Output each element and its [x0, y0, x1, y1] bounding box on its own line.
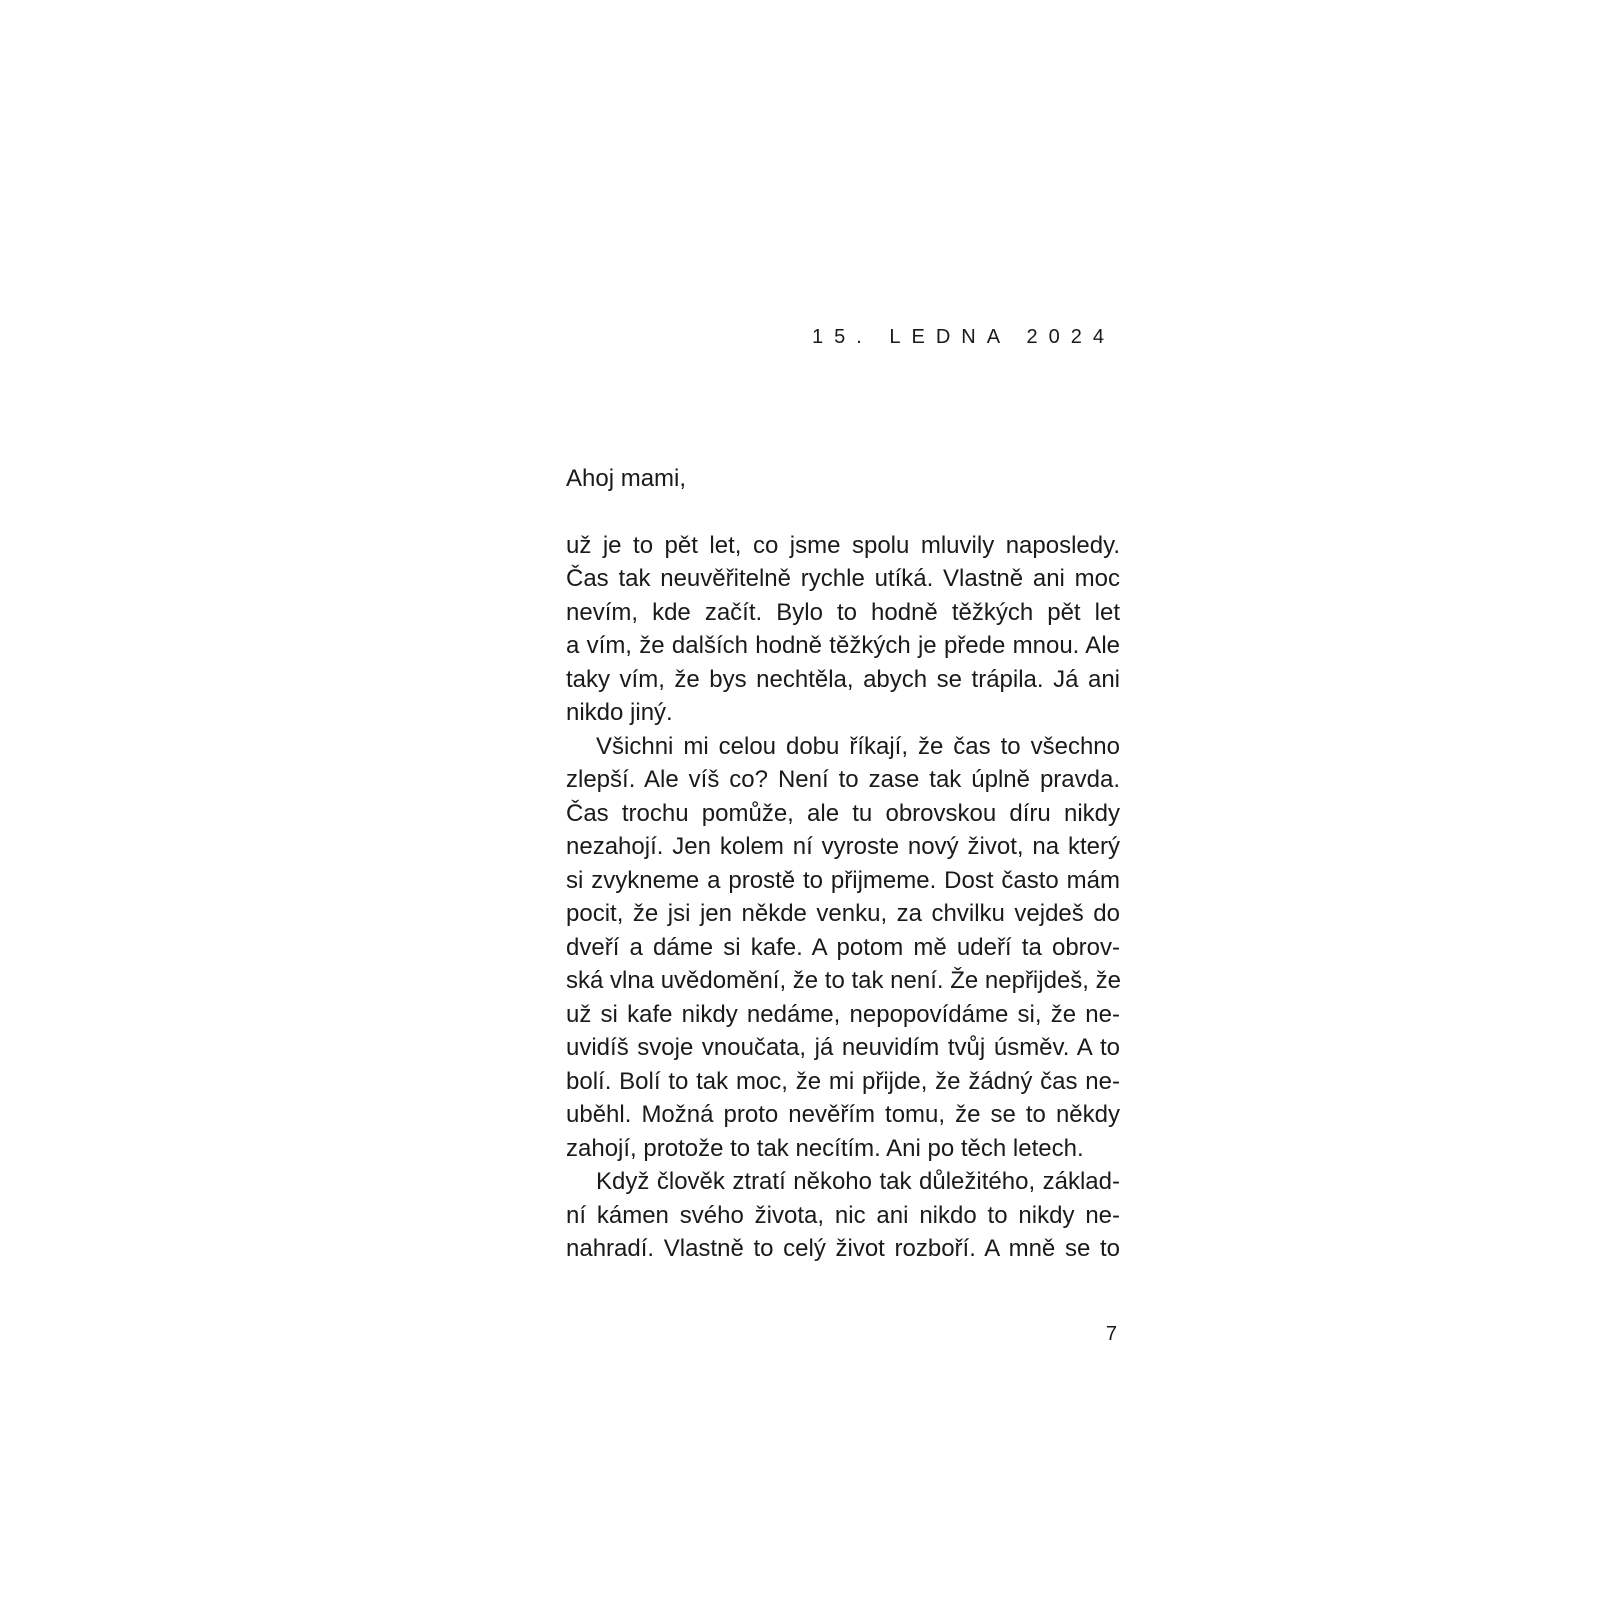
- text-line: ní kámen svého života, nic ani nikdo to nikdy ne-: [566, 1201, 1120, 1229]
- text-line: uběhl. Možná proto nevěřím tomu, že se to někdy: [566, 1101, 1120, 1128]
- letter-body: [566, 462, 1120, 1266]
- paragraph-3: [566, 1165, 1120, 1266]
- text-line: zlepší. Ale víš co? Není to zase tak úplně pravda.: [566, 766, 1120, 793]
- text-line: uvidíš svoje vnoučata, já neuvidím tvůj úsměv. A to: [566, 1034, 1120, 1061]
- text-line: Když člověk ztratí někoho tak důležitého, základ-: [596, 1168, 1120, 1195]
- text-line: už si kafe nikdy nedáme, nepopovídáme si, že ne-: [566, 1000, 1120, 1028]
- paragraph-1: [566, 529, 1120, 730]
- text-line: nezahojí. Jen kolem ní vyroste nový život, na který: [566, 833, 1120, 860]
- text-line: nikdo jiný.: [566, 699, 673, 726]
- text-line: dveří a dáme si kafe. A potom mě udeří ta obrov-: [566, 933, 1120, 961]
- text-line: nahradí. Vlastně to celý život rozboří. A mně se to: [566, 1235, 1120, 1262]
- text-line: Všichni mi celou dobu říkají, že čas to všechno: [596, 732, 1120, 760]
- text-line: už je to pět let, co jsme spolu mluvily naposledy.: [566, 531, 1120, 559]
- letter-greeting: Ahoj mami,: [566, 465, 687, 492]
- text-line: Čas trochu pomůže, ale tu obrovskou díru nikdy: [566, 799, 1120, 827]
- text-line: a vím, že dalších hodně těžkých je přede mnou. Ale: [566, 632, 1120, 659]
- text-line: bolí. Bolí to tak moc, že mi přijde, že žádný čas ne-: [566, 1067, 1120, 1095]
- text-line: pocit, že jsi jen někde venku, za chvilku vejdeš do: [566, 900, 1120, 927]
- text-line: Čas tak neuvěřitelně rychle utíká. Vlastně ani moc: [566, 565, 1120, 592]
- text-line: taky vím, že bys nechtěla, abych se trápila. Já ani: [566, 665, 1120, 693]
- page-number: 7: [1105, 1323, 1117, 1345]
- text-line: ská vlna uvědomění, že to tak není. Že nepřijdeš, že: [566, 967, 1121, 994]
- letter-date: 15. LEDNA 2024: [812, 326, 1115, 348]
- paragraph-2: [566, 730, 1120, 1166]
- text-line: nevím, kde začít. Bylo to hodně těžkých pět let: [566, 598, 1120, 626]
- text-line: si zvykneme a prostě to přijmeme. Dost často mám: [566, 866, 1120, 894]
- text-line: zahojí, protože to tak necítím. Ani po těch letech.: [566, 1134, 1084, 1162]
